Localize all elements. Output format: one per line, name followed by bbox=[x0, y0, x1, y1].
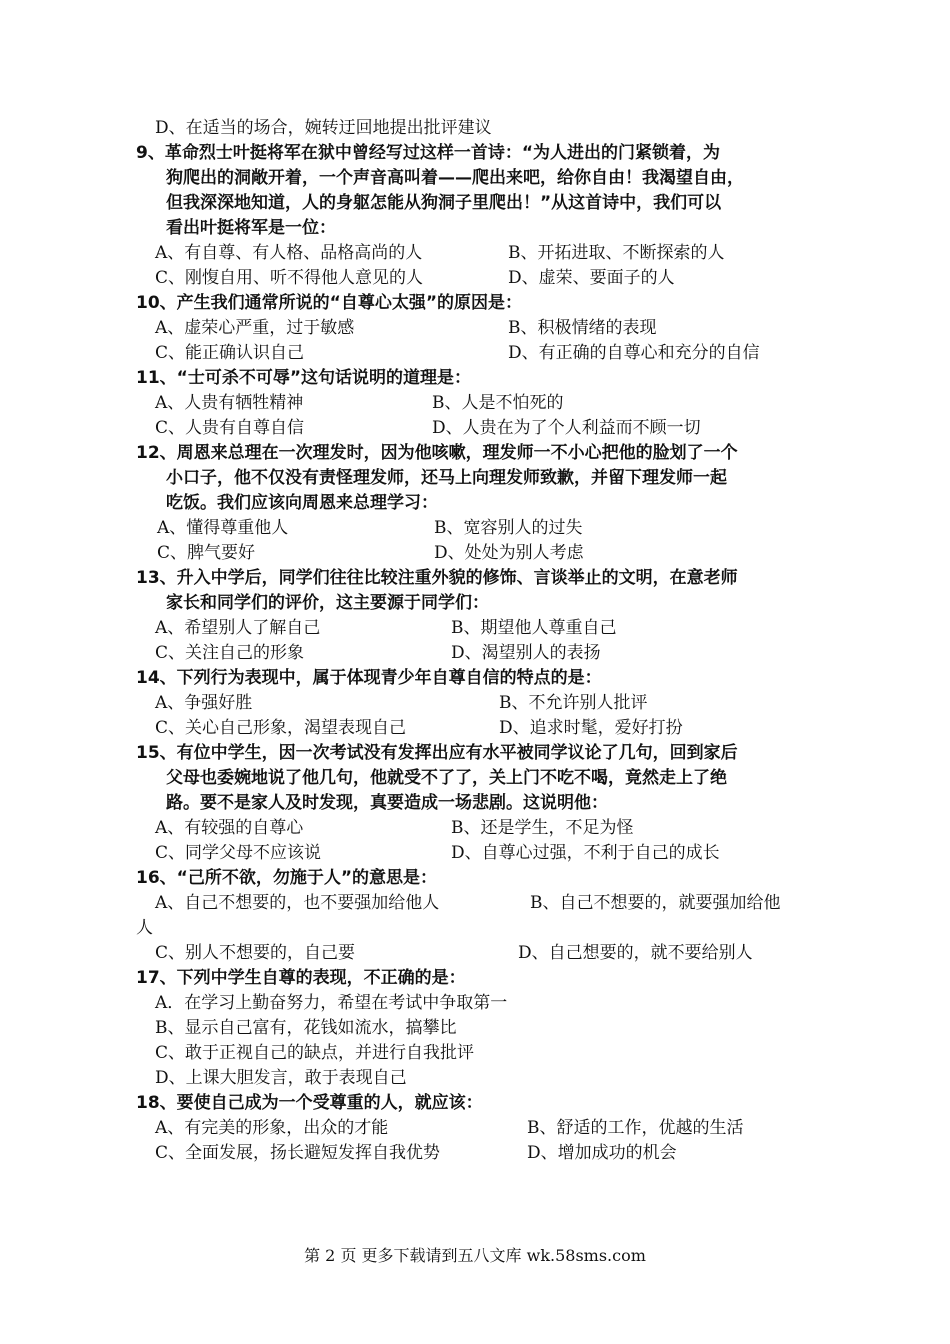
option-text: C、脾气要好 bbox=[157, 543, 256, 563]
option-text: C、全面发展，扬长避短发挥自我优势 bbox=[155, 1143, 441, 1163]
option-text: D、上课大胆发言，敢于表现自己 bbox=[155, 1068, 407, 1088]
question-text-line: 看出叶挺将军是一位： bbox=[166, 218, 336, 238]
option-text: D、渴望别人的表扬 bbox=[451, 643, 601, 663]
option-text: D、虚荣、要面子的人 bbox=[508, 268, 675, 288]
option-text: A、有自尊、有人格、品格高尚的人 bbox=[155, 243, 423, 263]
option-text: B、不允许别人批评 bbox=[499, 693, 648, 713]
option-text: A、争强好胜 bbox=[155, 693, 253, 713]
option-text: D、人贵在为了个人利益而不顾一切 bbox=[432, 418, 701, 438]
question-text-line: 家长和同学们的评价，这主要源于同学们： bbox=[166, 593, 489, 613]
option-text: A、人贵有牺牲精神 bbox=[155, 393, 304, 413]
question-text-line: 12、周恩来总理在一次理发时，因为他咳嗽，理发师一不小心把他的脸划了一个 bbox=[136, 443, 738, 463]
option-text: A、有较强的自尊心 bbox=[155, 818, 304, 838]
option-text: A、自己不想要的，也不要强加给他人 bbox=[155, 893, 440, 913]
option-text: B、人是不怕死的 bbox=[432, 393, 564, 413]
option-text: B、还是学生，不足为怪 bbox=[451, 818, 634, 838]
question-text-line: 小口子，他不仅没有责怪理发师，还马上向理发师致歉，并留下理发师一起 bbox=[166, 468, 727, 488]
option-text: B、显示自己富有，花钱如流水，搞攀比 bbox=[155, 1018, 457, 1038]
option-text: B、宽容别人的过失 bbox=[434, 518, 583, 538]
option-text: D、自尊心过强，不利于自己的成长 bbox=[451, 843, 720, 863]
option-text: A、希望别人了解自己 bbox=[155, 618, 321, 638]
question-text-line: 16、“己所不欲，勿施于人”的意思是： bbox=[136, 868, 438, 888]
question-text-line: 但我深深地知道，人的身躯怎能从狗洞子里爬出！”从这首诗中，我们可以 bbox=[166, 193, 722, 213]
question-text-line: 9、革命烈士叶挺将军在狱中曾经写过这样一首诗：“为人进出的门紧锁着，为 bbox=[136, 143, 720, 163]
option-text: B、期望他人尊重自己 bbox=[451, 618, 617, 638]
option-text: C、别人不想要的，自己要 bbox=[155, 943, 356, 963]
option-text: B、自己不想要的，就要强加给他 bbox=[530, 893, 781, 913]
option-text: C、敢于正视自己的缺点，并进行自我批评 bbox=[155, 1043, 475, 1063]
question-text-line: 10、产生我们通常所说的“自尊心太强”的原因是： bbox=[136, 293, 523, 313]
option-text: D、有正确的自尊心和充分的自信 bbox=[508, 343, 760, 363]
option-text: D、自己想要的，就不要给别人 bbox=[518, 943, 753, 963]
option-text: D、增加成功的机会 bbox=[527, 1143, 677, 1163]
option-text: C、能正确认识自己 bbox=[155, 343, 305, 363]
option-text: A．在学习上勤奋努力，希望在考试中争取第一 bbox=[155, 993, 508, 1013]
option-text: C、人贵有自尊自信 bbox=[155, 418, 305, 438]
option-text: B、舒适的工作，优越的生活 bbox=[527, 1118, 744, 1138]
option-text: A、懂得尊重他人 bbox=[157, 518, 289, 538]
option-text: D、追求时髦，爱好打扮 bbox=[499, 718, 683, 738]
question-text-line: 14、下列行为表现中，属于体现青少年自尊自信的特点的是： bbox=[136, 668, 602, 688]
question-text-line: 18、要使自己成为一个受尊重的人，就应该： bbox=[136, 1093, 483, 1113]
option-text: A、有完美的形象，出众的才能 bbox=[155, 1118, 389, 1138]
question-text-line: 路。要不是家人及时发现，真要造成一场悲剧。这说明他： bbox=[166, 793, 608, 813]
option-text: C、刚愎自用、听不得他人意见的人 bbox=[155, 268, 424, 288]
option-text: C、关心自己形象，渴望表现自己 bbox=[155, 718, 407, 738]
question-text-line: 17、下列中学生自尊的表现，不正确的是： bbox=[136, 968, 466, 988]
option-text: 人 bbox=[136, 918, 153, 938]
option-text: B、开拓进取、不断探索的人 bbox=[508, 243, 725, 263]
question-text-line: 13、升入中学后，同学们往往比较注重外貌的修饰、言谈举止的文明，在意老师 bbox=[136, 568, 738, 588]
option-text: C、关注自己的形象 bbox=[155, 643, 305, 663]
option-text: D、在适当的场合，婉转迂回地提出批评建议 bbox=[155, 118, 492, 138]
option-text: C、同学父母不应该说 bbox=[155, 843, 322, 863]
question-text-line: 父母也委婉地说了他几句，他就受不了了，关上门不吃不喝，竟然走上了绝 bbox=[166, 768, 727, 788]
option-text: A、虚荣心严重，过于敏感 bbox=[155, 318, 355, 338]
option-text: B、积极情绪的表现 bbox=[508, 318, 657, 338]
option-text: D、处处为别人考虑 bbox=[434, 543, 584, 563]
question-text-line: 吃饭。我们应该向周恩来总理学习： bbox=[166, 493, 438, 513]
page-footer: 第 2 页 更多下载请到五八文库 wk.58sms.com bbox=[304, 1246, 646, 1265]
question-text-line: 11、“士可杀不可辱”这句话说明的道理是： bbox=[136, 368, 472, 388]
question-text-line: 狗爬出的洞敞开着，一个声音高叫着——爬出来吧，给你自由！我渴望自由， bbox=[166, 168, 744, 188]
question-text-line: 15、有位中学生，因一次考试没有发挥出应有水平被同学议论了几句，回到家后 bbox=[136, 743, 738, 763]
